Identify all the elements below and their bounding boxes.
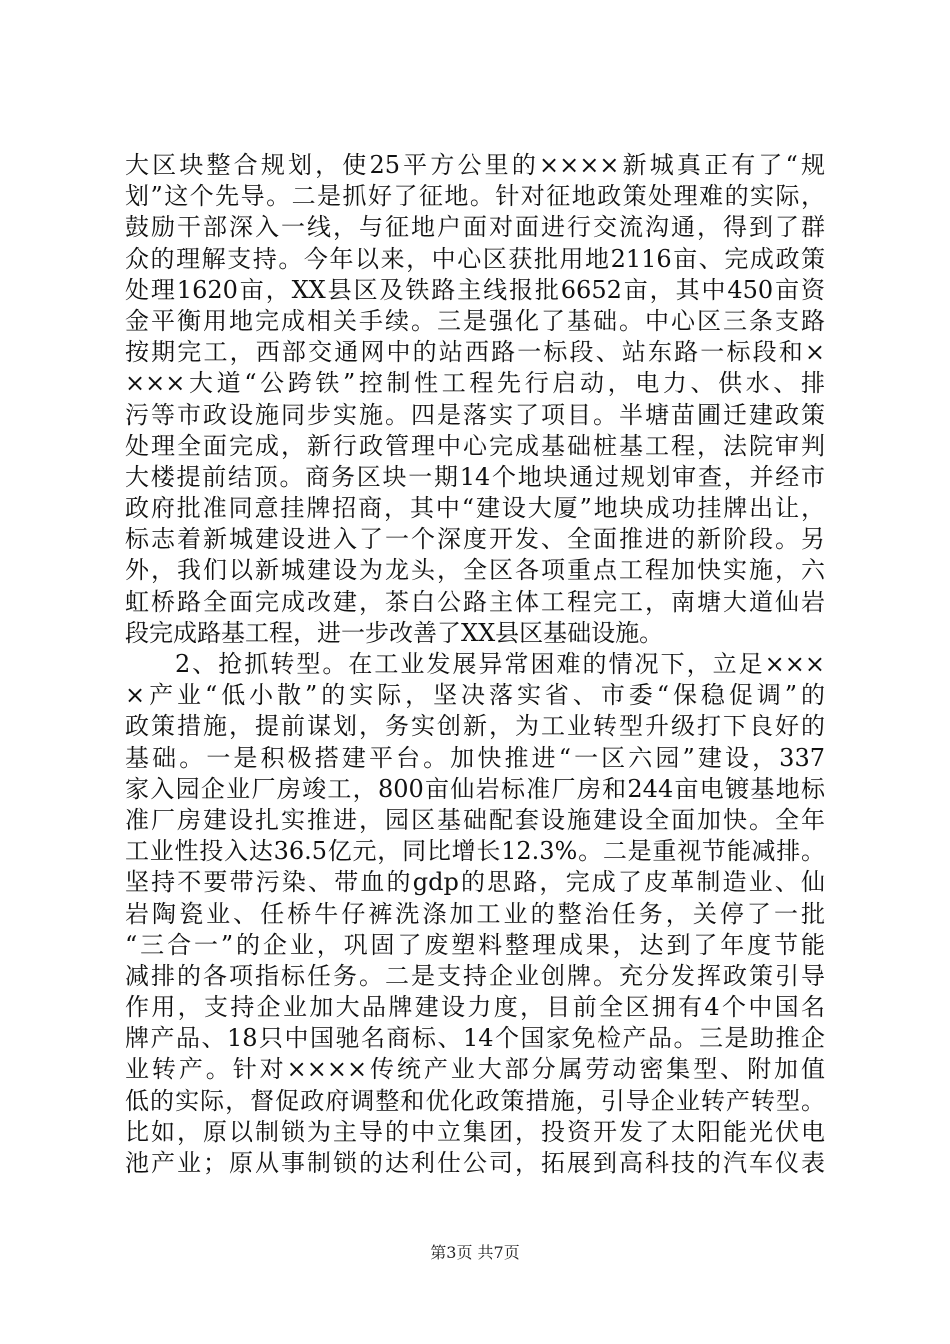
text-line: 家入园企业厂房竣工，800亩仙岩标准厂房和244亩电镀基地标 — [125, 774, 825, 803]
text-line: 段完成路基工程，进一步改善了XX县区基础设施。 — [125, 618, 664, 647]
text-line: ×××大道“公跨铁”控制性工程先行启动，电力、供水、排 — [125, 369, 825, 398]
text-line: 处理1620亩，XX县区及铁路主线报批6652亩，其中450亩资 — [125, 275, 825, 304]
text-line: 虹桥路全面完成改建，茶白公路主体工程完工，南塘大道仙岩 — [125, 587, 825, 616]
text-line: 众的理解支持。今年以来，中心区获批用地2116亩、完成政策 — [125, 244, 825, 273]
text-line: 政策措施，提前谋划，务实创新，为工业转型升级打下良好的 — [125, 712, 825, 741]
text-line: 坚持不要带污染、带血的gdp的思路，完成了皮革制造业、仙 — [125, 868, 825, 897]
text-line: 处理全面完成，新行政管理中心完成基础桩基工程，法院审判 — [125, 431, 825, 460]
page-number-footer: 第3页 共7页 — [430, 1243, 520, 1262]
text-line: 岩陶瓷业、任桥牛仔裤洗涤加工业的整治任务，关停了一批 — [125, 899, 825, 928]
text-line: 金平衡用地完成相关手续。三是强化了基础。中心区三条支路 — [125, 306, 825, 335]
text-line: 减排的各项指标任务。二是支持企业创牌。充分发挥政策引导 — [125, 961, 825, 990]
text-line: 污等市政设施同步实施。四是落实了项目。半塘苗圃迁建政策 — [125, 400, 825, 429]
body-text — [125, 150, 825, 1179]
text-line: 池产业；原从事制锁的达利仕公司，拓展到高科技的汽车仪表 — [125, 1149, 825, 1177]
text-line: 鼓励干部深入一线，与征地户面对面进行交流沟通，得到了群 — [125, 213, 825, 242]
paragraph-2 — [125, 649, 825, 1179]
text-line: 外，我们以新城建设为龙头，全区各项重点工程加快实施，六 — [125, 556, 825, 585]
text-line: 准厂房建设扎实推进，园区基础配套设施建设全面加快。全年 — [125, 805, 825, 834]
paragraph-1 — [125, 150, 825, 649]
text-line: 业转产。针对××××传统产业大部分属劳动密集型、附加值 — [125, 1055, 825, 1084]
text-line: 大楼提前结顶。商务区块一期14个地块通过规划审查，并经市 — [125, 462, 825, 491]
text-line: 低的实际，督促政府调整和优化政策措施，引导企业转产转型。 — [125, 1086, 825, 1115]
text-line: 牌产品、18只中国驰名商标、14个国家免检产品。三是助推企 — [125, 1024, 825, 1053]
text-line: 大区块整合规划，使25平方公里的××××新城真正有了“规 — [125, 151, 825, 179]
text-line: 工业性投入达36.5亿元，同比增长12.3%。二是重视节能减排。 — [125, 837, 825, 866]
text-line: 政府批准同意挂牌招商，其中“建设大厦”地块成功挂牌出让， — [125, 494, 825, 523]
text-line: ×产业“低小散”的实际，坚决落实省、市委“保稳促调”的 — [125, 681, 825, 710]
text-line: 比如，原以制锁为主导的中立集团，投资开发了太阳能光伏电 — [125, 1117, 825, 1146]
text-line: 基础。一是积极搭建平台。加快推进“一区六园”建设，337 — [125, 743, 825, 772]
text-line: 作用，支持企业加大品牌建设力度，目前全区拥有4个中国名 — [125, 993, 825, 1022]
text-line: 划”这个先导。二是抓好了征地。针对征地政策处理难的实际， — [125, 182, 825, 211]
text-line: 按期完工，西部交通网中的站西路一标段、站东路一标段和× — [125, 338, 825, 367]
text-line: 标志着新城建设进入了一个深度开发、全面推进的新阶段。另 — [125, 525, 825, 554]
text-line: 2、抢抓转型。在工业发展异常困难的情况下，立足××× — [175, 650, 825, 678]
text-line: “三合一”的企业，巩固了废塑料整理成果，达到了年度节能 — [125, 930, 825, 959]
